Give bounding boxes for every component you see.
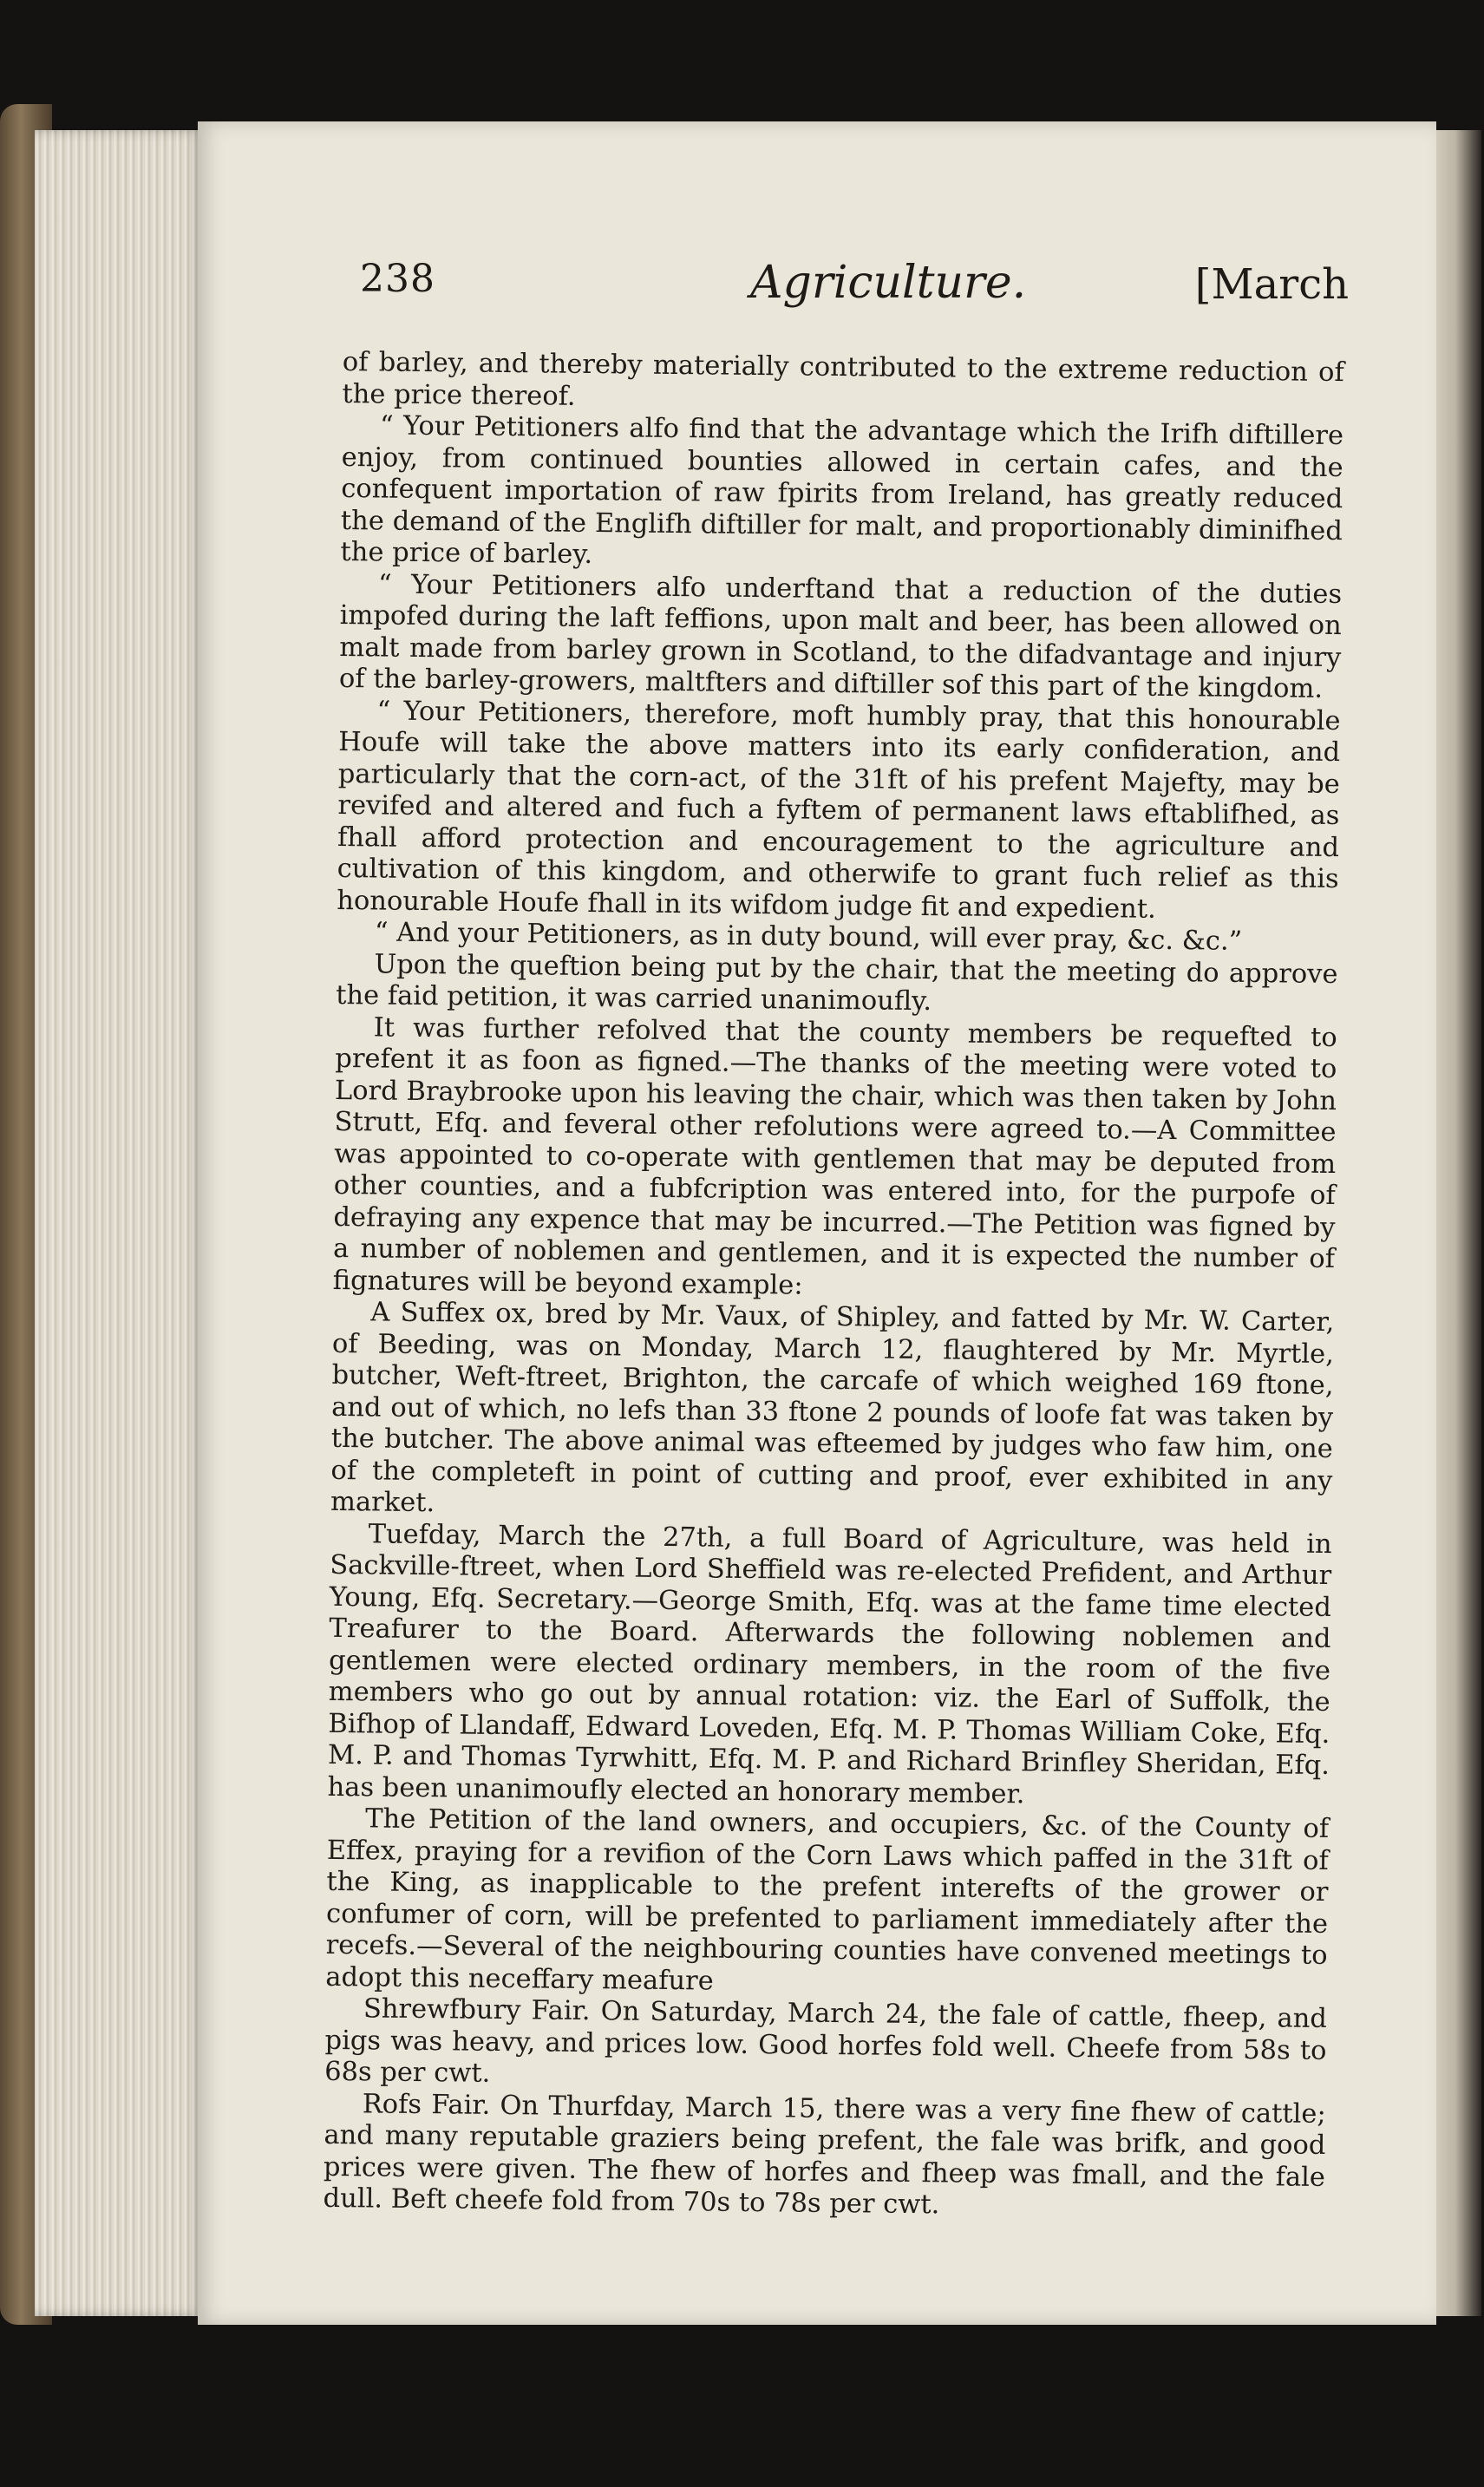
paragraph: Tuefday, March the 27th, a full Board of Agriculture, was held in Sackville-ftreet, when Lord Sheffield was re-elected Prefident, and Arthur Young, Efq. Secretary.—George Smith, Efq. was at the fame time elected Treafurer to the Board. Afterwards the following noblemen and gentlemen were elected ordinary members, in the room of the five members who go out by annual rotation: viz. the Earl of Suffolk, the Bifhop of Llandaff, Edward Loveden, Efq. M. P. Thomas William Coke, Efq. M. P. and Thomas Tyrwhitt, Efq. M. P. and Richard Brinfley Sheridan, Efq. has been unanimoufly elected an honorary member. [327, 1518, 1332, 1810]
paragraph: Shrewfbury Fair. On Saturday, March 24, the fale of cattle, fheep, and pigs was heavy, and prices low. Good horfes fold well. Cheefe from 58s to 68s per cwt. [324, 1993, 1328, 2089]
paragraph: It was further refolved that the county members be requefted to prefent it as foon as figned.—The thanks of the meeting were voted to Lord Braybrooke upon his leaving the chair, which was then taken by John Strutt, Efq. and feveral other refolutions were agreed to.—A Committee was appointed to co-operate with gentlemen that may be deputed from other counties, and a fubfcription was entered into, for the purpofe of defraying any expence that may be incurred.—The Petition was figned by a number of noblemen and gentlemen, and it is expected the number of fignatures will be beyond example: [332, 1011, 1337, 1301]
paragraph: “ Your Petitioners, therefore, moft humbly pray, that this honourable Houfe will take the above matters into its early confideration, and particularly that the corn-act, of the 31ft of his prefent Majefty, may be revifed and altered and fuch a fyftem of permanent laws eftablifhed, as fhall afford protection and encouragement to the agriculture and cultivation of this kingdom, and otherwife to grant fuch relief as this honourable Houfe fhall in its wifdom judge fit and expedient. [337, 695, 1341, 925]
paragraph: The Petition of the land owners, and occupiers, &c. of the County of Effex, praying for a revifion of the Corn Laws which paffed in the 31ft of the King, as inapplicable to the prefent interefts of the grower or confumer of corn, will be prefented to parliament immediately after the recefs.—Several of the neighbouring counties have convened meetings to adopt this neceffary meafure [325, 1803, 1330, 1997]
running-month: [March [1194, 260, 1349, 309]
running-title: Agriculture. [750, 257, 1027, 309]
paragraph: “ Your Petitioners alfo find that the advantage which the Irifh diftillere enjoy, from continued bounties allowed in certain cafes, and the confequent importation of raw fpirits from Ireland, has greatly reduced the demand of the Englifh diftiller for malt, and proportionably diminifhed the price of barley. [340, 410, 1344, 571]
body-text [323, 347, 1343, 2225]
paragraph: “ And your Petitioners, as in duty bound, will ever pray, &c. &c.” [374, 917, 1243, 957]
paragraph: Upon the queftion being put by the chair, that the meeting do approve the faid petition, it was carried unanimoufly. [335, 948, 1338, 1018]
page-number: 238 [360, 257, 435, 301]
paragraph: “ Your Petitioners alfo underftand that a reduction of the duties impofed during the laft feffions, upon malt and beer, has been allowed on malt made from barley grown in Scotland, to the difadvantage and injury of the barley-growers, maltfters and diftiller sof this part of the kingdom. [338, 568, 1343, 704]
paragraph: A Suffex ox, bred by Mr. Vaux, of Shipley, and fatted by Mr. W. Carter, of Beeding, was on Monday, March 12, flaughtered by Mr. Myrtle, butcher, Weft-ftreet, Brighton, the carcafe of which weighed 169 ftone, and out of which, no lefs than 33 ftone 2 pounds of loofe fat was taken by the butcher. The above animal was efteemed by judges who faw him, one of the completeft in point of cutting and proof, ever exhibited in any market. [330, 1297, 1335, 1519]
paragraph: of barley, and thereby materially contributed to the extreme reduction of the price thereof. [342, 347, 1344, 412]
page-stack-edge [35, 130, 204, 2316]
paragraph: Rofs Fair. On Thurfday, March 15, there was a very fine fhew of cattle; and many reputable graziers being prefent, the fale was brifk, and good prices were given. The fhew of horfes and fheep was fmall, and the fale dull. Beft cheefe fold from 70s to 78s per cwt. [323, 2088, 1326, 2221]
page-header [360, 257, 1349, 326]
facing-page-edge [1429, 130, 1481, 2316]
